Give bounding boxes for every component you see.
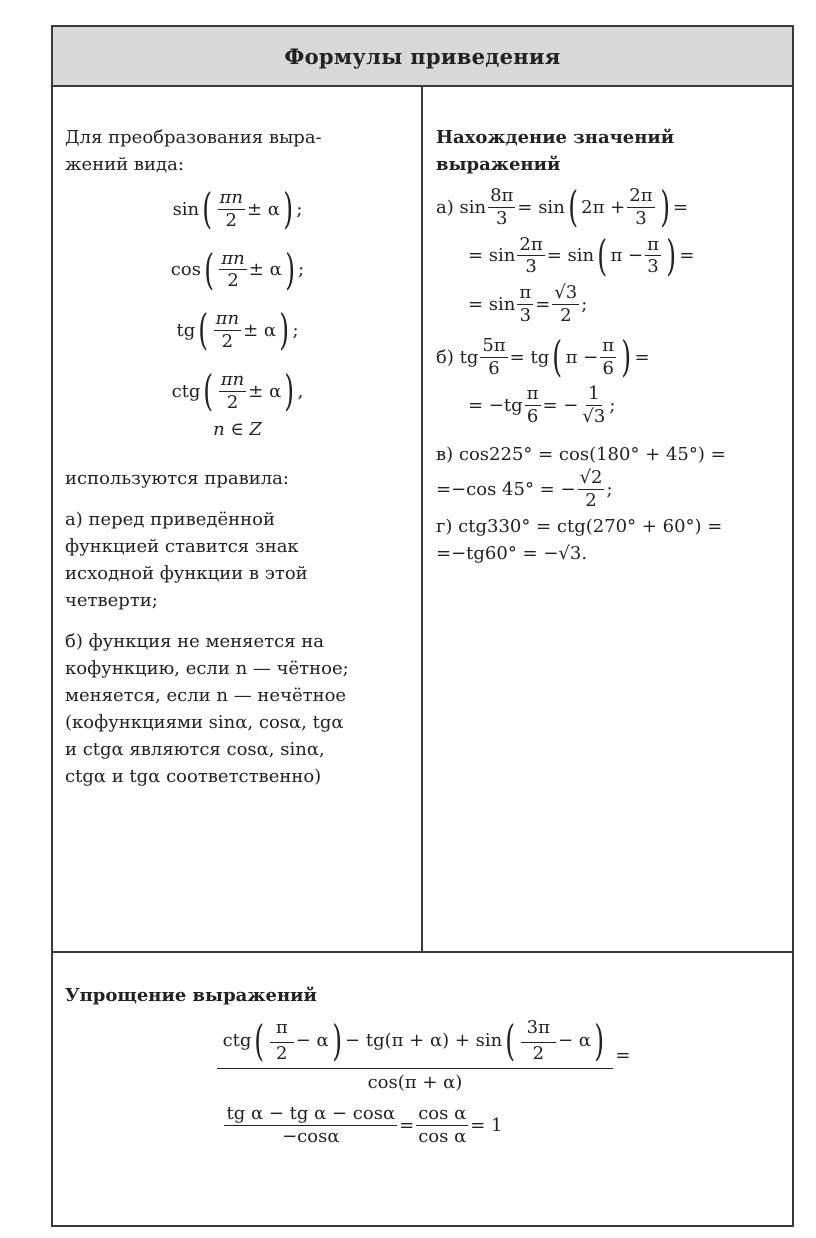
fraction <box>600 336 616 379</box>
fraction <box>578 468 605 511</box>
example-g-line-2: =−tg60° = −√3. <box>436 542 588 564</box>
frac-den: 2 <box>560 304 572 326</box>
intro-line-1: Для преобразования выра- <box>65 127 322 148</box>
frac-num: 8π <box>490 185 514 206</box>
paren-open: ( <box>204 244 215 294</box>
frac-num: π <box>602 334 615 356</box>
big-frac-den: cos(π + α) <box>367 1071 463 1093</box>
fraction <box>480 336 507 379</box>
punct: ; <box>292 319 299 341</box>
frac-num: 2π <box>519 233 543 255</box>
paren-open: ( <box>597 230 608 280</box>
fraction <box>521 1018 556 1064</box>
frac-den: 6 <box>602 357 614 379</box>
fn-name: ctg <box>222 1029 252 1051</box>
fraction <box>517 235 544 278</box>
paren-open: ( <box>203 366 214 416</box>
tail: ± α <box>243 319 277 341</box>
eq-text: =−cos 45° = − <box>436 478 576 500</box>
inner-text: π − <box>565 346 599 368</box>
big-fraction <box>217 1015 614 1093</box>
frac-num: 1 <box>588 383 600 405</box>
fn-name: cos <box>170 259 201 281</box>
column-divider <box>421 85 423 952</box>
eq-text: = <box>535 293 551 315</box>
frac-den: 3 <box>496 207 508 229</box>
frac-den: √3 <box>582 406 606 428</box>
frac-num: π <box>519 282 532 304</box>
bottom-title: Упрощение выражений <box>65 985 317 1006</box>
example-a-line-2 <box>468 230 781 280</box>
simplify-line-2 <box>65 1104 660 1147</box>
example-g-line-1: г) ctg330° = ctg(270° + 60°) = <box>436 515 723 537</box>
frac-den: 2 <box>532 1042 545 1064</box>
fraction <box>219 249 246 292</box>
frac-den: cos α <box>418 1126 467 1148</box>
big-frac-num <box>217 1015 614 1069</box>
eq-text: = sin <box>468 293 516 315</box>
eq-text: − tg(π + α) + sin <box>345 1029 503 1051</box>
eq-text: = sin <box>546 245 595 267</box>
punct: ; <box>581 293 588 315</box>
frac-num: 3π <box>521 1018 556 1043</box>
frac-num: πn <box>220 368 245 390</box>
paren-close: ) <box>621 332 632 382</box>
rules-intro: используются правила: <box>65 468 289 490</box>
punct: ; <box>609 395 616 417</box>
rule-a-line: исходной функции в этой <box>65 563 308 585</box>
frac-den: 6 <box>526 406 539 428</box>
tail: ± α <box>248 259 282 281</box>
right-column <box>436 124 781 567</box>
paren-open: ( <box>254 1015 265 1065</box>
paren-open: ( <box>568 182 578 232</box>
paren-close: ) <box>659 182 670 232</box>
frac-num: 5π <box>482 334 506 356</box>
frac-den: 2 <box>226 391 239 413</box>
punct: ; <box>606 478 613 500</box>
intro-line-2: жений вида: <box>65 154 184 175</box>
frac-num: π <box>270 1018 294 1043</box>
paren-open: ( <box>198 305 209 355</box>
rule-b <box>65 628 410 790</box>
eq-text: = sin <box>517 196 565 218</box>
frac-den: 2 <box>221 330 234 352</box>
paren-close: ) <box>285 244 295 294</box>
fraction <box>416 1104 468 1147</box>
frac-num: cos α <box>418 1103 467 1125</box>
eq-text: = − <box>542 395 579 417</box>
tail: ± α <box>248 380 282 402</box>
fraction <box>525 384 541 427</box>
frac-den: 3 <box>525 256 537 278</box>
table-title: Формулы приведения <box>284 43 561 69</box>
frac-den: 2 <box>585 489 597 511</box>
fraction <box>580 384 607 427</box>
paren-open: ( <box>202 184 213 234</box>
example-b-line-2 <box>468 384 781 427</box>
eq-text: = sin <box>468 245 516 267</box>
fraction <box>224 1104 397 1147</box>
punct: ; <box>298 259 305 281</box>
eq-text: = tg <box>509 346 550 368</box>
table-header <box>53 27 792 87</box>
row-divider <box>53 951 792 953</box>
frac-den: 2 <box>227 270 239 292</box>
fn-name: tg <box>176 319 196 341</box>
frac-num: πn <box>221 247 245 269</box>
formula-sin <box>65 184 410 234</box>
paren-close: ) <box>331 1015 342 1065</box>
rule-b-line: (кофункциями sinα, cosα, tgα <box>65 712 344 734</box>
paren-close: ) <box>594 1015 605 1065</box>
frac-den: 3 <box>635 207 647 229</box>
formula-cos <box>65 244 410 294</box>
frac-num: π <box>647 233 659 255</box>
paren-close: ) <box>284 366 295 416</box>
eq-sign: = <box>679 245 695 267</box>
frac-den: 2 <box>276 1042 288 1064</box>
formula-tg <box>65 305 410 355</box>
fraction <box>552 283 579 326</box>
frac-num: πn <box>219 187 243 208</box>
right-title-2: выражений <box>436 154 561 175</box>
eq-sign: = <box>634 346 650 368</box>
bottom-section <box>65 985 780 1147</box>
paren-close: ) <box>283 184 294 234</box>
result: = 1 <box>470 1115 503 1137</box>
fraction <box>488 186 515 229</box>
ex-label: б) <box>436 346 454 368</box>
fn-name: sin <box>459 196 487 218</box>
paren-open: ( <box>552 332 563 382</box>
fn-name: sin <box>172 198 200 220</box>
formula-ctg <box>65 366 410 416</box>
eq-sign: = <box>672 196 689 218</box>
eq-sign: = <box>615 1044 631 1066</box>
fraction <box>627 186 654 229</box>
frac-num: √2 <box>579 466 603 488</box>
punct: , <box>297 380 304 402</box>
fraction <box>218 188 245 231</box>
rule-b-line: кофункцию, если n — чётное; <box>65 658 349 680</box>
frac-num: πn <box>215 308 240 330</box>
tail: ± α <box>246 198 280 220</box>
rule-b-line: меняется, если n — нечётное <box>65 685 347 707</box>
rule-a-line: а) перед приведённой <box>65 509 275 531</box>
frac-num: 2π <box>629 185 653 206</box>
formula-table <box>51 25 794 1227</box>
eq-sign: = <box>399 1115 415 1137</box>
rule-a-line: функцией ставится знак <box>65 536 299 558</box>
frac-den: 6 <box>488 357 500 379</box>
rule-a <box>65 506 410 614</box>
frac-num: π <box>526 383 539 405</box>
rule-b-line: и ctgα являются cosα, sinα, <box>65 739 325 761</box>
ex-label: а) <box>436 196 454 218</box>
n-in-z: n ∈ Z <box>213 419 262 441</box>
inner-text: π − <box>610 245 644 267</box>
fraction <box>214 309 241 352</box>
fraction <box>517 283 533 326</box>
rule-a-line: четверти; <box>65 590 158 612</box>
frac-den: 3 <box>519 304 532 326</box>
example-v-line-2 <box>436 468 781 511</box>
tail: − α <box>557 1029 591 1051</box>
rule-b-line: ctgα и tgα соответственно) <box>65 766 322 788</box>
tail: − α <box>295 1029 329 1051</box>
paren-close: ) <box>666 230 677 280</box>
right-title-1: Нахождение значений <box>436 127 675 148</box>
frac-num: √3 <box>554 282 578 304</box>
fraction <box>645 235 661 278</box>
example-a-line-3 <box>468 283 781 326</box>
fn-name: ctg <box>171 380 201 402</box>
left-column <box>65 124 410 790</box>
fn-name: tg <box>459 346 479 368</box>
simplify-line-1 <box>65 1015 780 1093</box>
frac-den: 3 <box>647 256 659 278</box>
eq-text: = −tg <box>468 395 523 417</box>
fraction <box>219 370 246 413</box>
inner-text: 2π + <box>581 196 626 218</box>
example-v-line-1: в) cos225° = cos(180° + 45°) = <box>436 443 726 465</box>
rule-b-line: б) функция не меняется на <box>65 631 325 653</box>
paren-close: ) <box>279 305 290 355</box>
example-a-line-1 <box>436 182 781 232</box>
paren-open: ( <box>505 1015 516 1065</box>
frac-den: −cosα <box>282 1126 340 1148</box>
frac-den: 2 <box>225 209 237 231</box>
punct: ; <box>296 198 303 220</box>
example-b-line-1 <box>436 332 781 382</box>
fraction <box>270 1018 294 1064</box>
frac-num: tg α − tg α − cosα <box>226 1103 396 1125</box>
